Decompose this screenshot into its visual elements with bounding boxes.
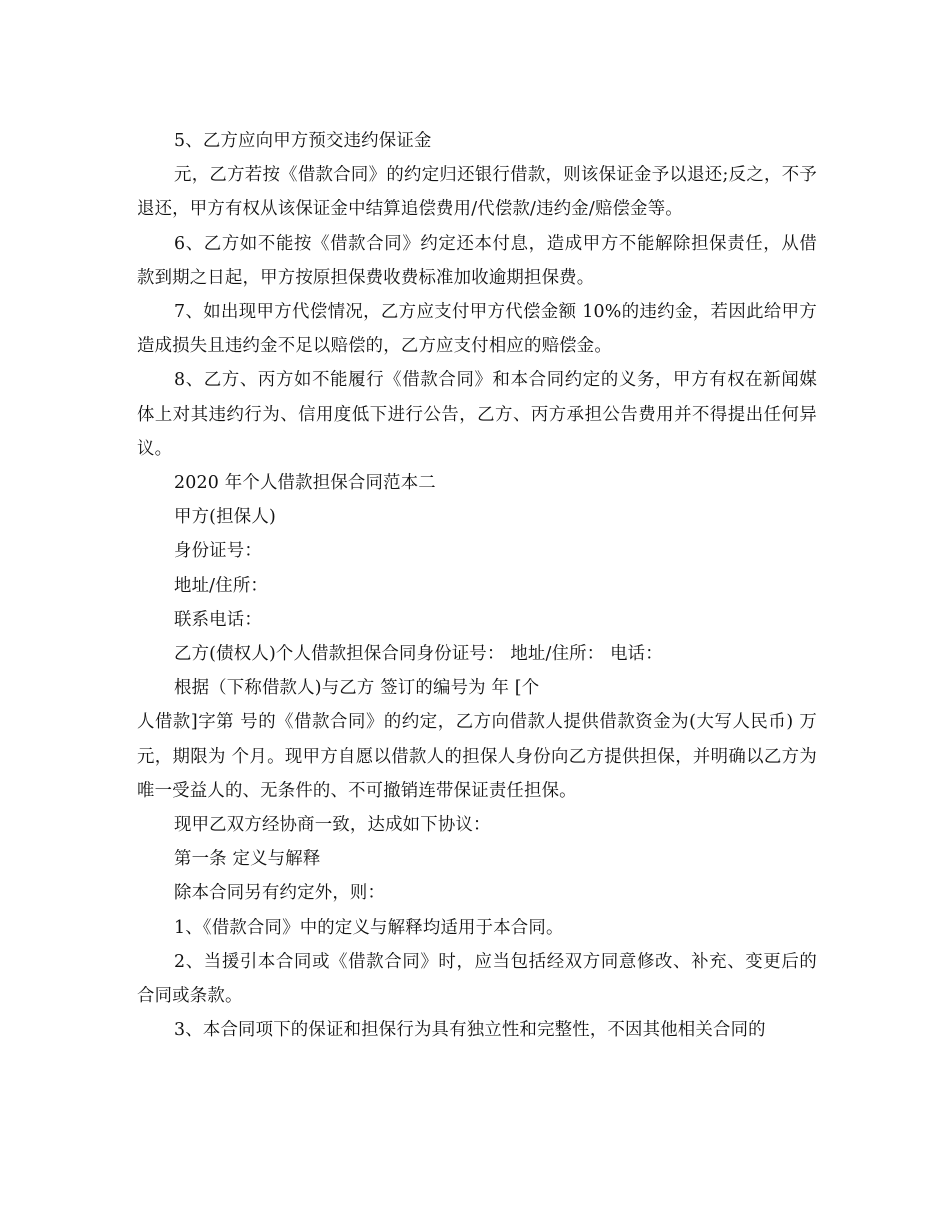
document-body: [137, 124, 817, 1047]
party-a-address: 地址/住所：: [174, 575, 269, 596]
article-1-item-2: 2、当援引本合同或《借款合同》时，应当包括经双方同意修改、补充、变更后的合同或条款。: [137, 951, 817, 1007]
article-1-intro: 除本合同另有约定外，则：: [174, 883, 386, 904]
party-b-creditor-info: 乙方(债权人)个人借款担保合同身份证号： 地址/住所： 电话：: [174, 644, 663, 665]
paragraph-clause-8: 8、乙方、丙方如不能履行《借款合同》和本合同约定的义务，甲方有权在新闻媒体上对其违约行为、信用度低下进行公告，乙方、丙方承担公告费用并不得提出任何异议。: [137, 370, 817, 459]
paragraph-clause-6: 6、乙方如不能按《借款合同》约定还本付息，造成甲方不能解除担保责任，从借款到期之日起，甲方按原担保费收费标准加收逾期担保费。: [137, 233, 817, 288]
paragraph-clause-7: 7、如出现甲方代偿情况，乙方应支付甲方代偿金额 10%的违约金，若因此给甲方造成损失且违约金不足以赔偿的，乙方应支付相应的赔偿金。: [137, 302, 817, 357]
paragraph-clause-5-title: 5、乙方应向甲方预交违约保证金: [174, 131, 432, 151]
paragraph-clause-5-body: 元，乙方若按《借款合同》的约定归还银行借款，则该保证金予以退还;反之，不予退还，甲方有权从该保证金中结算追偿费用/代偿款/违约金/赔偿金等。: [137, 165, 817, 220]
party-a-phone: 联系电话：: [174, 609, 262, 630]
section-title-template-two: 2020 年个人借款担保合同范本二: [174, 473, 436, 494]
paragraph-agreement-statement: 现甲乙双方经协商一致，达成如下协议：: [174, 815, 491, 836]
party-a-guarantor: 甲方(担保人): [174, 507, 276, 528]
article-1-item-1: 1、《借款合同》中的定义与解释均适用于本合同。: [174, 917, 564, 938]
paragraph-basis-intro: 根据（下称借款人)与乙方 签订的编号为 年 [个: [174, 678, 540, 699]
party-a-id-number: 身份证号：: [174, 541, 262, 562]
article-1-heading: 第一条 定义与解释: [174, 849, 321, 870]
paragraph-basis-body: 人借款]字第 号的《借款合同》的约定，乙方向借款人提供借款资金为(大写人民币) 万元，期限为 个月。现甲方自愿以借款人的担保人身份向乙方提供担保，并明确以乙方为唯一受益人的、无条件的、不可撤销连带保证责任担保。: [137, 712, 817, 801]
article-1-item-3: 3、本合同项下的保证和担保行为具有独立性和完整性，不因其他相关合同的: [174, 1020, 766, 1041]
